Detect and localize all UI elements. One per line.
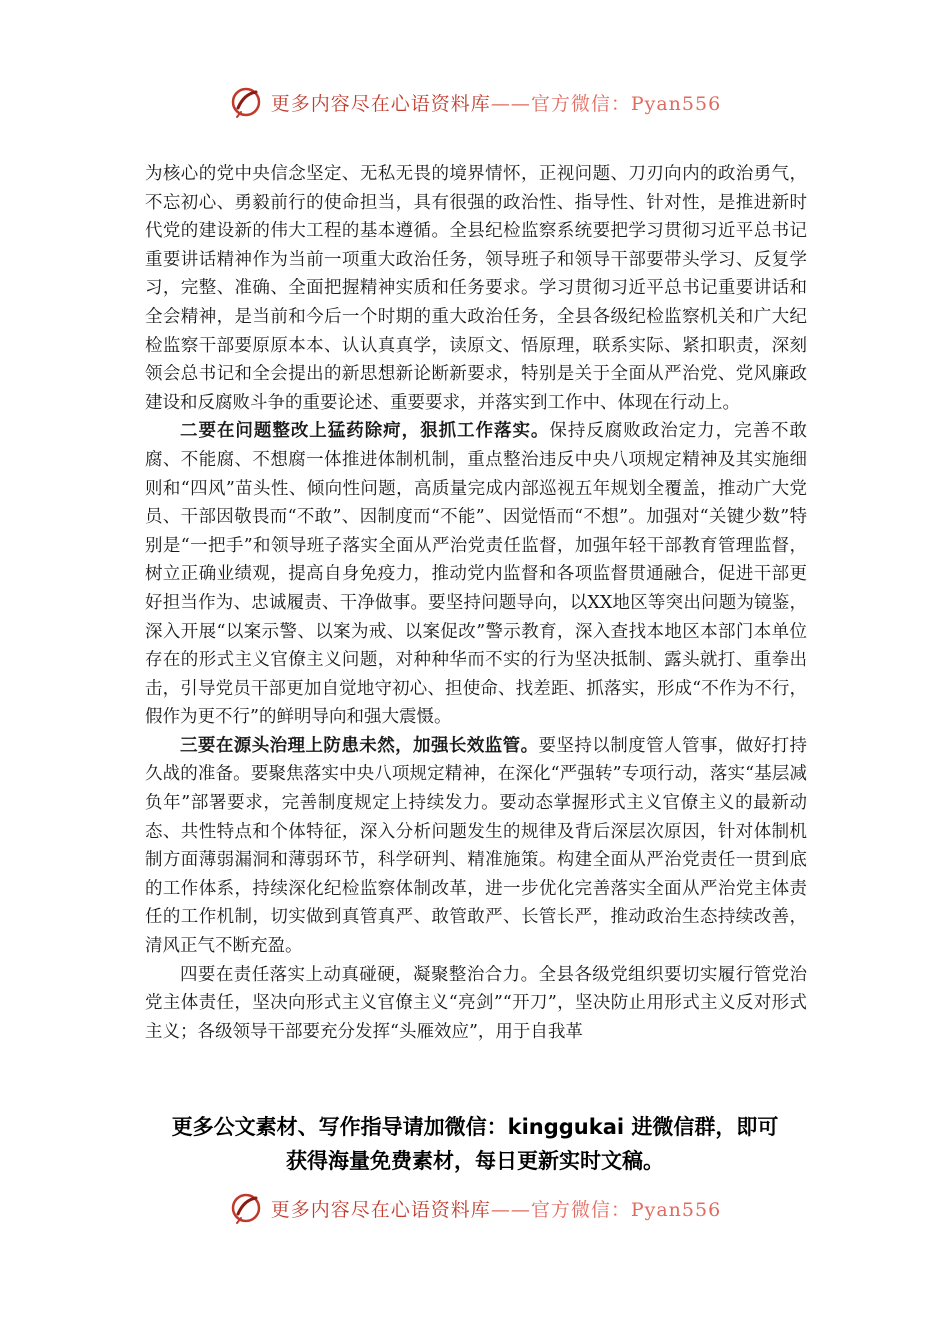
paragraph-3 (145, 732, 807, 961)
paragraph-4: 四要在责任落实上动真碰硬，凝聚整治合力。全县各级党组织要切实履行管党治党主体责任，坚决向形式主义官僚主义“亮剑”“开刀”，坚决防止用形式主义反对形式主义；各级领导干部要充分发挥“头雁效应”，用于自我革 (145, 964, 807, 1042)
paragraph-3-heading: 三要在源头治理上防患未然，加强长效监管。 (180, 735, 539, 756)
paragraph-2 (145, 417, 807, 732)
promo-line-1: 更多公文素材、写作指导请加微信：kinggukai 进微信群，即可 (171, 1115, 779, 1139)
promo-line-2: 获得海量免费素材，每日更新实时文稿。 (286, 1149, 664, 1173)
footer-watermark (0, 1190, 950, 1226)
promo-banner (0, 1110, 950, 1178)
pen-swirl-logo-icon (229, 84, 265, 120)
watermark-text: 更多内容尽在心语资料库——官方微信：Pyan556 (270, 1198, 722, 1221)
pen-swirl-logo-icon (229, 1190, 265, 1226)
header-watermark (0, 84, 950, 120)
paragraph-2-heading: 二要在问题整改上猛药除疴，狠抓工作落实。 (180, 421, 550, 442)
paragraph-3-text: 要坚持以制度管人管事，做好打持久战的准备。要聚焦落实中央八项规定精神，在深化“严强转”专项行动，落实“基层减负年”部署要求，完善制度规定上持续发力。要动态掌握形式主义官僚主义的最新动态、共性特点和个体特征，深入分析问题发生的规律及背后深层次原因，针对体制机制方面薄弱漏洞和薄弱环节，科学研判、精准施策。构建全面从严治党责任一贯到底的工作体系，持续深化纪检监察体制改革，进一步优化完善落实全面从严治党主体责任的工作机制，切实做到真管真严、敢管敢严、长管长严，推动政治生态持续改善，清风正气不断充盈。 (145, 735, 808, 957)
paragraph-2-text: 保持反腐败政治定力，完善不敢腐、不能腐、不想腐一体推进体制机制，重点整治违反中央八项规定精神及其实施细则和“四风”苗头性、倾向性问题，高质量完成内部巡视五年规划全覆盖，推动广大党员、干部因敬畏而“不敢”、因制度而“不能”、因觉悟而“不想”。加强对“关键少数”特别是“一把手”和领导班子落实全面从严治党责任监督，加强年轻干部教育管理监督，树立正确业绩观，提高自身免疫力，推动党内监督和各项监督贯通融合，促进干部更好担当作为、忠诚履责、干净做事。要坚持问题导向，以XX地区等突出问题为镜鉴，深入开展“以案示警、以案为戒、以案促改”警示教育，深入查找本地区本部门本单位存在的形式主义官僚主义问题，对种种华而不实的行为坚决抵制、露头就打、重拳出击，引导党员干部更加自觉地守初心、担使命、找差距、抓落实，形成“不作为不行，假作为更不行”的鲜明导向和强大震慑。 (145, 421, 808, 728)
paragraph-1: 为核心的党中央信念坚定、无私无畏的境界情怀，正视问题、刀刃向内的政治勇气，不忘初心、勇毅前行的使命担当，具有很强的政治性、指导性、针对性，是推进新时代党的建设新的伟大工程的基本遵循。全县纪检监察系统要把学习贯彻习近平总书记重要讲话精神作为当前一项重大政治任务，领导班子和领导干部要带头学习、反复学习，完整、准确、全面把握精神实质和任务要求。学习贯彻习近平总书记重要讲话和全会精神，是当前和今后一个时期的重大政治任务，全县各级纪检监察机关和广大纪检监察干部要原原本本、认认真真学，读原文、悟原理，联系实际、紧扣职责，深刻领会总书记和全会提出的新思想新论断新要求，特别是关于全面从严治党、党风廉政建设和反腐败斗争的重要论述、重要要求，并落实到工作中、体现在行动上。 (145, 164, 807, 413)
watermark-text: 更多内容尽在心语资料库——官方微信：Pyan556 (270, 92, 722, 115)
document-body (145, 160, 807, 1046)
